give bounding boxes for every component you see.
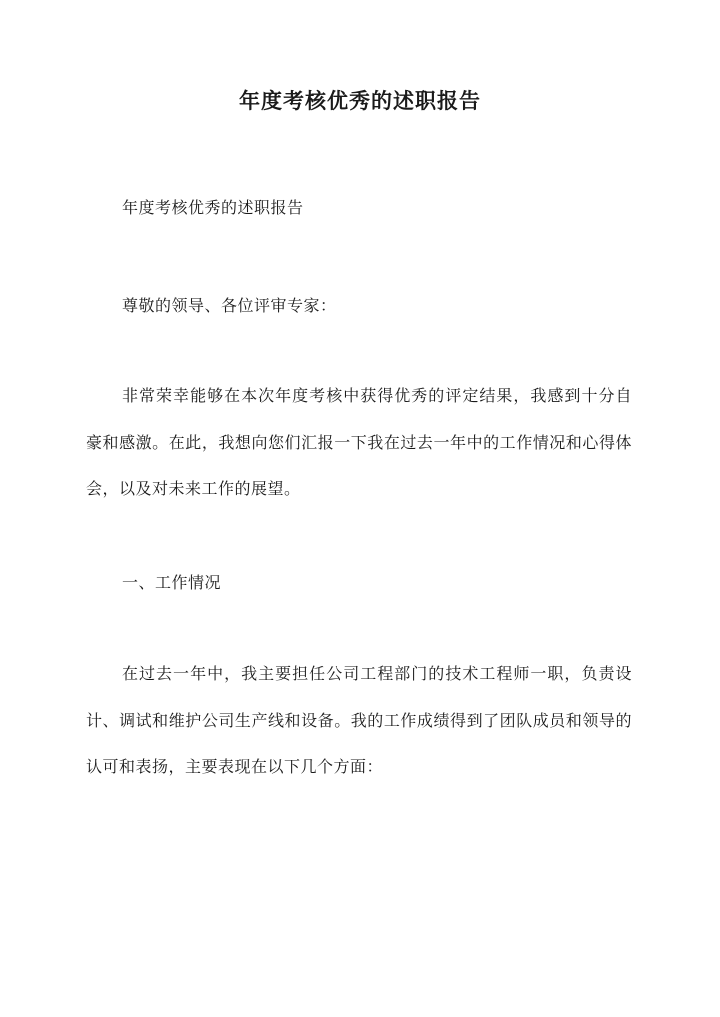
section-heading: 一、工作情况 xyxy=(122,573,222,592)
work-paragraph: 在过去一年中，我主要担任公司工程部门的技术工程师一职，负责设计、调试和维护公司生产线和设备。我的工作成绩得到了团队成员和领导的认可和表扬，主要表现在以下几个方面： xyxy=(86,664,632,777)
salutation-paragraph: 尊敬的领导、各位评审专家： xyxy=(122,296,337,315)
subtitle-paragraph: 年度考核优秀的述职报告 xyxy=(122,198,304,217)
intro-paragraph: 非常荣幸能够在本次年度考核中获得优秀的评定结果，我感到十分自豪和感激。在此，我想向您们汇报一下我在过去一年中的工作情况和心得体会，以及对未来工作的展望。 xyxy=(86,386,632,499)
document-title: 年度考核优秀的述职报告 xyxy=(239,88,481,113)
